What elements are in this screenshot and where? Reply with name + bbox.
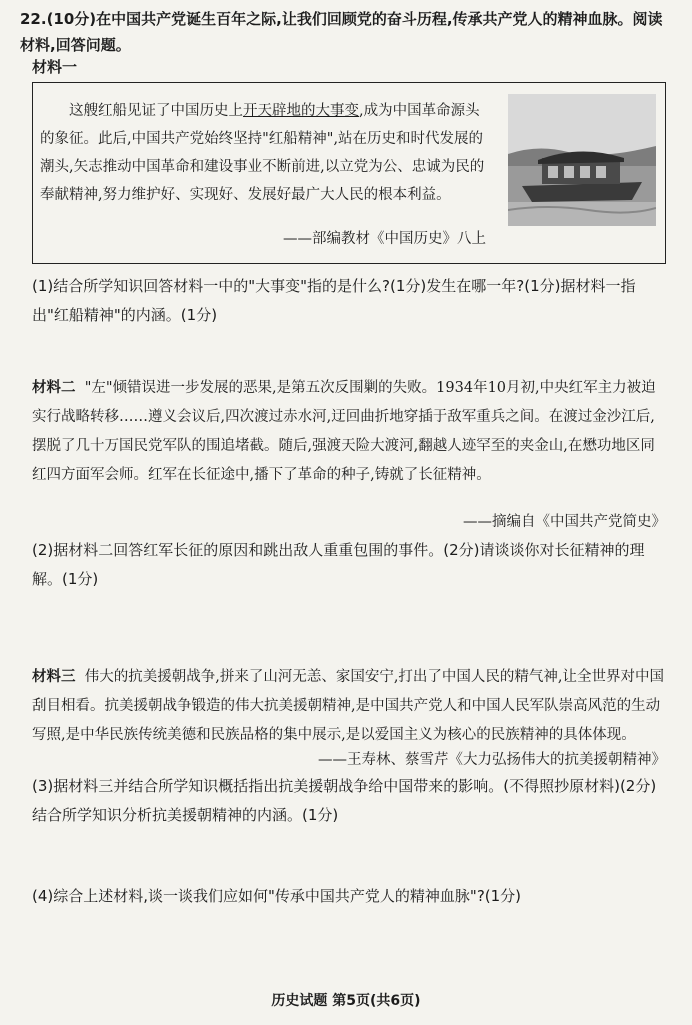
question-3: (3)据材料三并结合所学知识概括指出抗美援朝战争给中国带来的影响。(不得照抄原材料)(2分)结合所学知识分析抗美援朝精神的内涵。(1分) — [32, 777, 657, 824]
material3-source: ——王寿林、蔡雪芹《大力弘扬伟大的抗美援朝精神》 — [318, 752, 666, 768]
material2-source: ——摘编自《中国共产党简史》 — [463, 514, 666, 530]
question-header: 22.(10分)在中国共产党诞生百年之际,让我们回顾党的奋斗历程,传承共产党人的精神血脉。阅读材料,回答问题。 — [20, 10, 663, 54]
material3 — [32, 663, 668, 750]
question-1: (1)结合所学知识回答材料一中的"大事变"指的是什么?(1分)发生在哪一年?(1分)据材料一指出"红船精神"的内涵。(1分) — [32, 277, 636, 324]
material1-text-after: ,成为中国革命源头的象征。此后,中国共产党始终坚持"红船精神",站在历史和时代发展的潮头,矢志推动中国革命和建设事业不断前进,以立党为公、忠诚为民的奉献精神,努力维护好、实现好、发展好最广大人民的根本利益。 — [40, 103, 485, 203]
question-4: (4)综合上述材料,谈一谈我们应如何"传承中国共产党人的精神血脉"?(1分) — [32, 887, 522, 905]
material3-label: 材料三 — [32, 669, 76, 685]
material2-text: "左"倾错误进一步发展的恶果,是第五次反围剿的失败。1934年10月初,中央红军主力被迫实行战略转移……遵义会议后,四次渡过赤水河,迂回曲折地穿插于敌军重兵之间。在渡过金沙江后,摆脱了几十万国民党军队的围追堵截。随后,强渡天险大渡河,翻越人迹罕至的夹金山,在懋功地区同红四方面军会师。红军在长征途中,播下了革命的种子,铸就了长征精神。 — [32, 380, 656, 483]
red-boat-photo — [508, 94, 656, 226]
material3-text: 伟大的抗美援朝战争,拼来了山河无恙、家国安宁,打出了中国人民的精气神,让全世界对中国刮目相看。抗美援朝战争锻造的伟大抗美援朝精神,是中国共产党人和中国人民军队崇高风范的生动写照,是中华民族传统美德和民族品格的集中展示,是以爱国主义为核心的民族精神的具体体现。 — [32, 669, 665, 743]
page-footer: 历史试题 第5页(共6页) — [271, 993, 421, 1009]
question-2: (2)据材料二回答红军长征的原因和跳出敌人重重包围的事件。(2分)请谈谈你对长征精神的理解。(1分) — [32, 541, 645, 588]
material2-label: 材料二 — [32, 380, 76, 396]
material1-text — [40, 97, 486, 209]
boat-illustration — [508, 94, 656, 226]
material1-underlined: 开天辟地的大事变 — [243, 103, 359, 119]
material1-text-before: 这艘红船见证了中国历史上 — [69, 103, 243, 119]
material1-label: 材料一 — [32, 58, 78, 76]
material1-source: ——部编教材《中国历史》八上 — [283, 231, 486, 247]
material2 — [32, 374, 668, 490]
